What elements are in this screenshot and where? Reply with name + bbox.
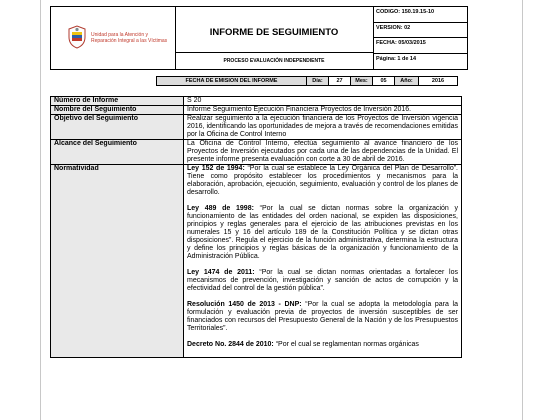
year-label: Año: (395, 77, 419, 85)
row-value: Informe Seguimiento Ejecución Financiera Proyectos de Inversión 2016. (184, 106, 462, 115)
row-label: Número de Informe (51, 97, 184, 106)
page-left-edge (40, 0, 41, 420)
normatividad-content (184, 165, 462, 358)
law-text: “Por la cual se adopta la metodología para la formulación y evaluación previa de proyectos de inversión susceptibles de ser financiados con recursos del Presupuesto General de la Nación y de los Presupuestos Territoriales”. (187, 301, 458, 332)
law-name: Decreto No. 2844 de 2010: (187, 341, 274, 348)
fecha: FECHA: 05/03/2015 (373, 38, 467, 54)
row-label: Normatividad (51, 165, 184, 358)
row-value: La Oficina de Control Interno, efectúa seguimiento al avance financiero de los Proyectos de Inversión ejecutados por cada una de las dependencias de la Unidad. El presente informe presenta evaluación con corte a 30 de abril de 2016. (184, 140, 462, 165)
day-value: 27 (329, 77, 351, 85)
law-text: “Por la cual se dictan normas orientadas a fortalecer los mecanismos de prevención, investigación y sanción de actos de corrupción y la efectividad del control de la gestión pública”. (187, 269, 458, 292)
table-row (51, 140, 462, 165)
document-header (50, 6, 468, 70)
page-right-edge (522, 0, 523, 420)
row-label: Alcance del Seguimiento (51, 140, 184, 165)
row-label: Nombre del Seguimiento (51, 106, 184, 115)
row-value: Realizar seguimiento a la ejecución financiera de los Proyectos de Inversión vigencia 2016, identificando las oportunidades de mejora a través de recomendaciones emitidas por la Oficina de Control Interno (184, 115, 462, 140)
table-row (51, 106, 462, 115)
title-cell (175, 7, 374, 69)
entity-name: Unidad para la Atención y Reparación Integral a las Víctimas (91, 32, 168, 44)
law-name: Ley 1474 de 2011: (187, 269, 255, 276)
report-info-table (50, 96, 462, 358)
document-title: INFORME DE SEGUIMIENTO (209, 27, 339, 38)
law-paragraph (187, 269, 458, 293)
emission-label: FECHA DE EMISION DEL INFORME (157, 77, 307, 85)
codigo: CODIGO: 150.19.15-10 (373, 7, 467, 23)
emission-date-row (156, 76, 458, 86)
law-paragraph (187, 205, 458, 261)
table-row (51, 165, 462, 358)
process-name: PROCESO EVALUACIÓN INDEPENDIENTE (223, 58, 325, 64)
divider (175, 52, 373, 53)
row-label: Objetivo del Seguimiento (51, 115, 184, 140)
version: VERSION: 02 (373, 23, 467, 39)
law-name: Ley 152 de 1994: (187, 165, 245, 172)
table-row (51, 115, 462, 140)
law-text: “Por la cual se establece la Ley Orgánica del Plan de Desarrollo”. Tiene como propósito establecer los procedimientos y mecanismos para la elaboración, aprobación, ejecución, seguimiento, evaluación y control de los planes de desarrollo. (187, 165, 458, 196)
law-name: Ley 489 de 1998: (187, 205, 254, 212)
logo-cell (51, 7, 176, 69)
law-paragraph (187, 301, 458, 333)
month-label: Mes: (351, 77, 373, 85)
row-value: S 20 (184, 97, 462, 106)
pagina: Página: 1 de 14 (376, 55, 417, 62)
law-name: Resolución 1450 de 2013 - DNP: (187, 301, 302, 308)
meta-cell (373, 7, 467, 69)
unidad-victimas-logo-icon (67, 25, 87, 49)
table-row (51, 97, 462, 106)
law-text: “Por el cual se reglamentan normas orgánicas (273, 341, 419, 348)
day-label: Día: (307, 77, 329, 85)
year-value: 2016 (419, 77, 457, 85)
month-value: 05 (373, 77, 395, 85)
law-text: “Por la cual se dictan normas sobre la organización y funcionamiento de las entidades del orden nacional, se expiden las disposiciones, principios y reglas generales para el ejercicio de las atribuciones previstas en los numerales 15 y 16 del artículo 189 de la Constitución Política y se dictan otras disposiciones”. Regula el ejercicio de la función administrativa, determina la estructura y define los principios y reglas básicas de la organización y funcionamiento de la Administración Pública. (187, 205, 458, 260)
law-paragraph (187, 341, 458, 349)
law-paragraph (187, 165, 458, 197)
